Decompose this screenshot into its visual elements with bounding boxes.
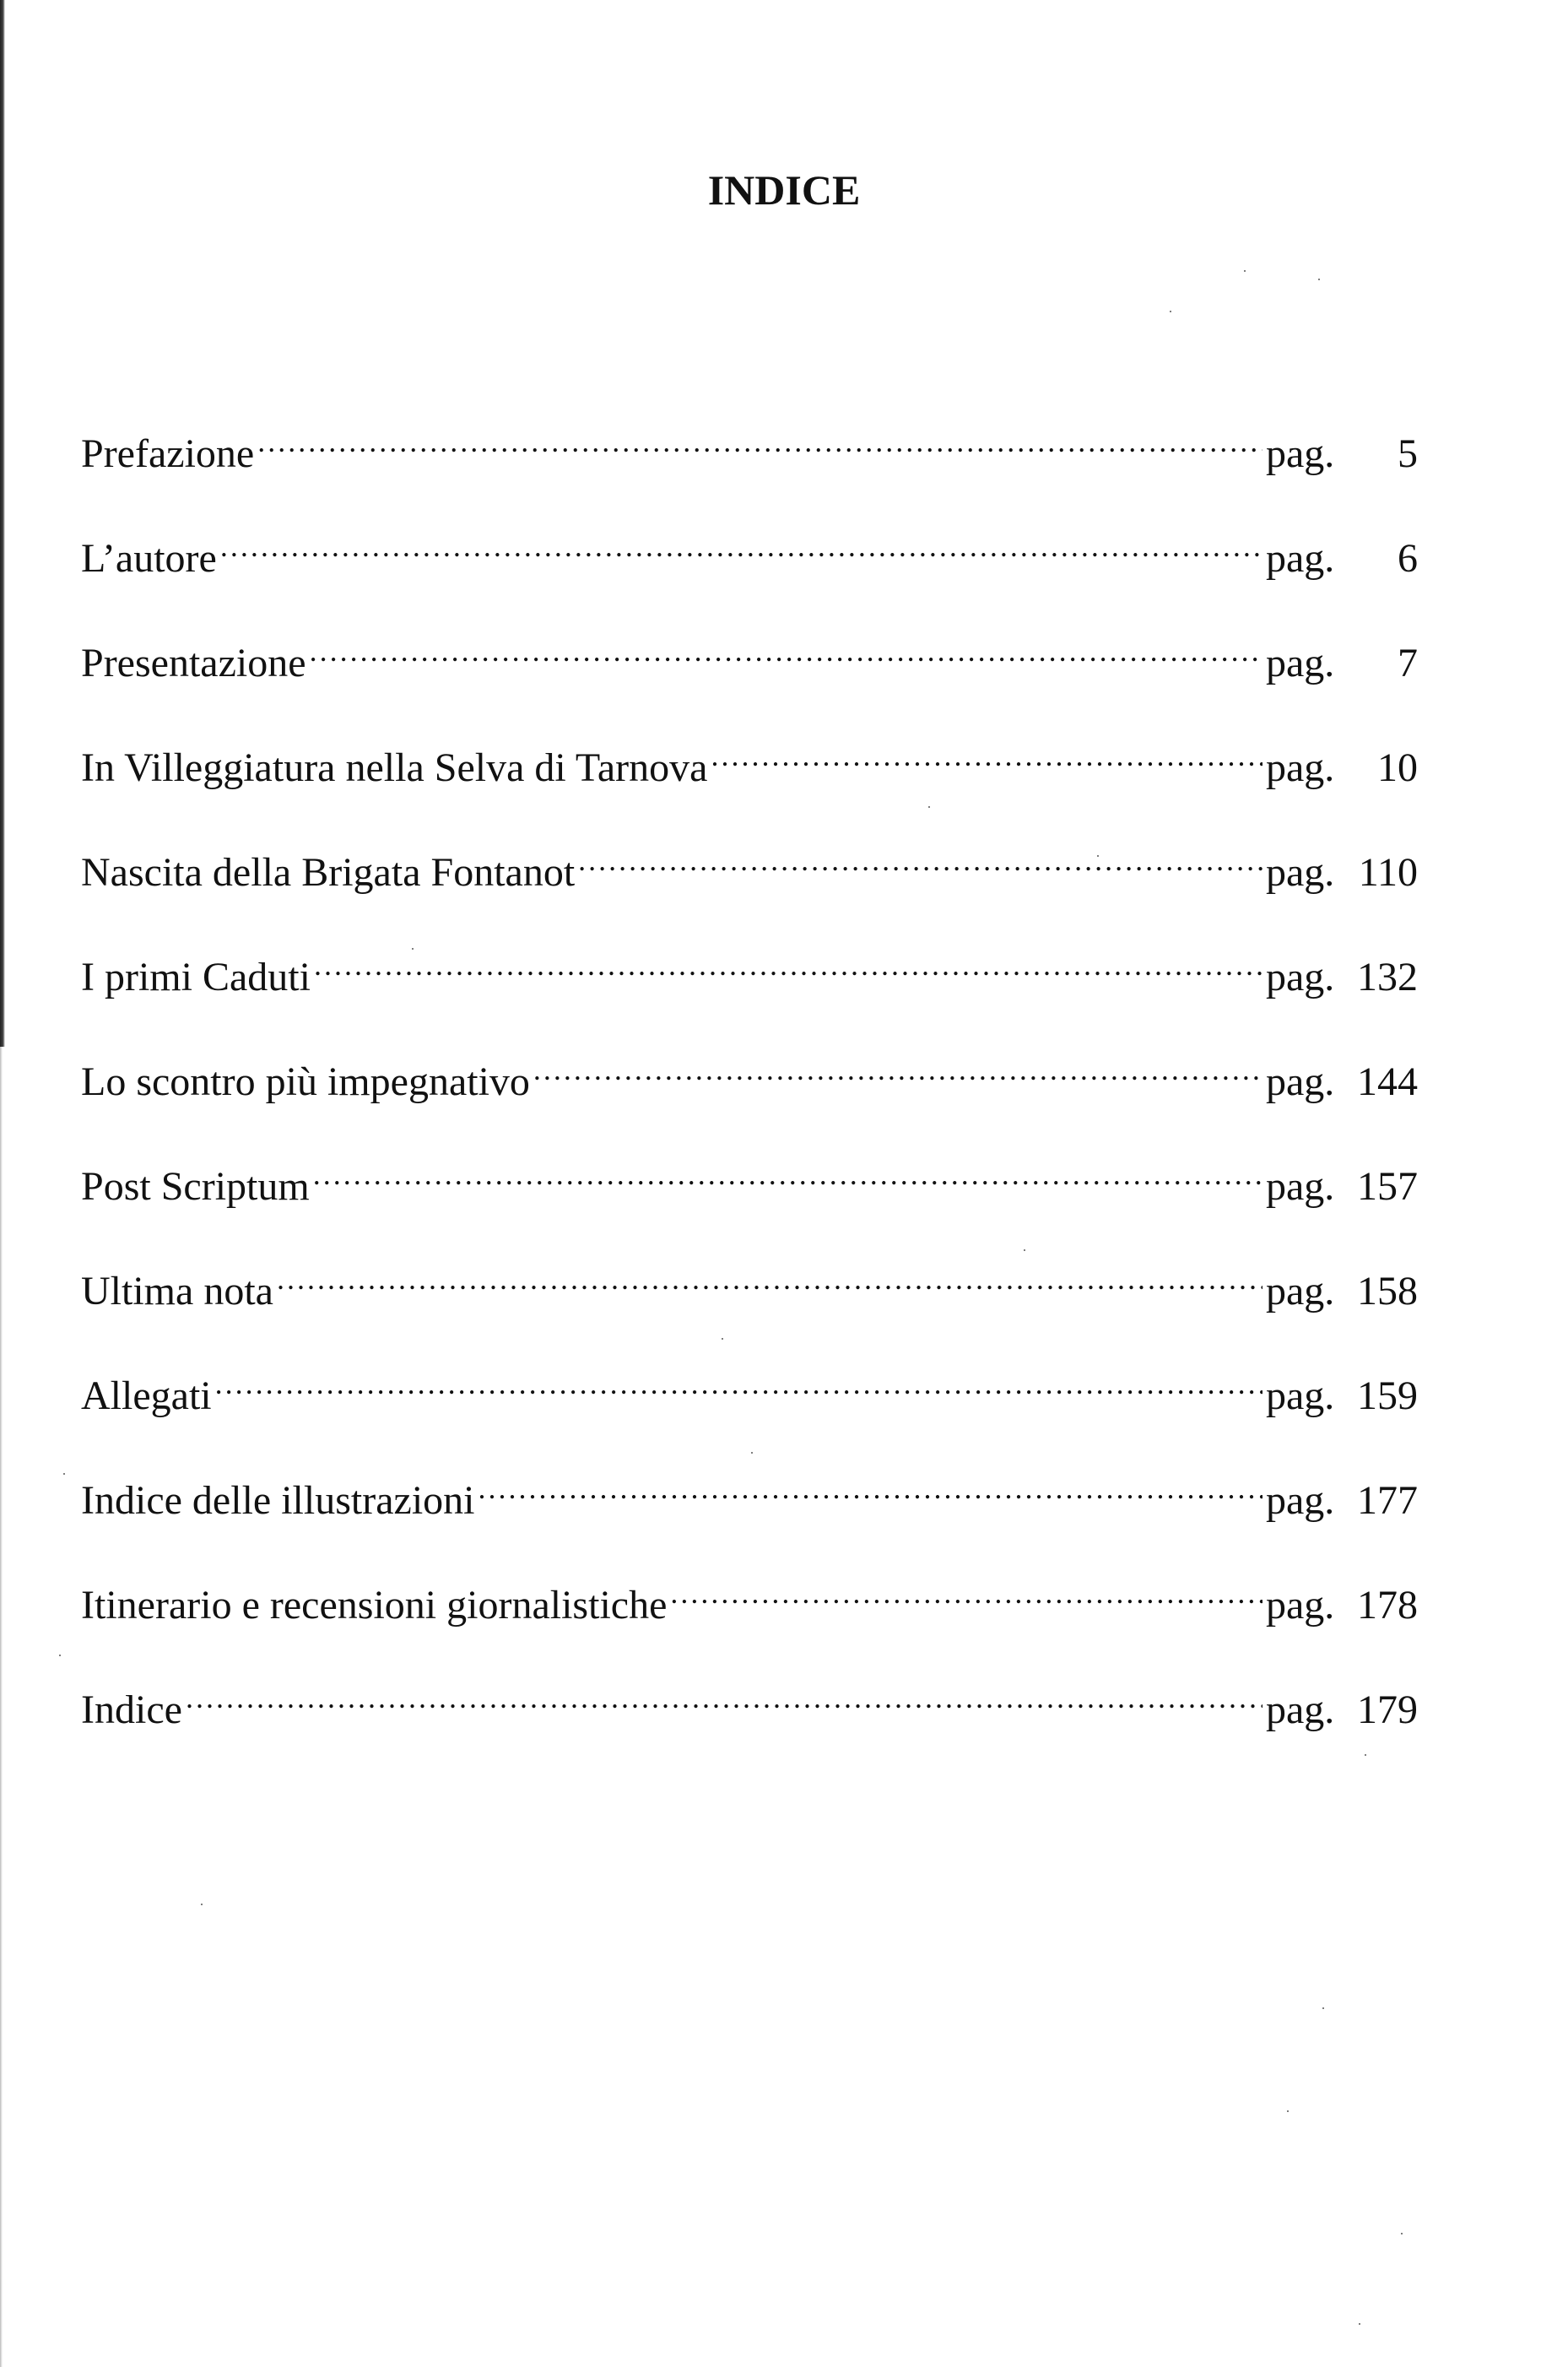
toc-entry [81, 738, 1418, 842]
toc-entry [81, 1261, 1418, 1366]
dot-leader [314, 950, 1263, 990]
dot-leader [479, 1473, 1263, 1514]
toc-entry-label: Presentazione [81, 641, 306, 685]
toc-entry-pag: pag. [1266, 850, 1335, 895]
toc-entry-page-number: 5 [1398, 431, 1418, 476]
toc-entry [81, 528, 1418, 633]
toc-entry-pag: pag. [1266, 745, 1335, 790]
toc-entry [81, 1366, 1418, 1471]
scan-speck [928, 806, 930, 808]
scan-speck [1365, 1754, 1366, 1756]
toc-entry-page-number: 144 [1357, 1059, 1418, 1104]
toc-entry-page-number: 10 [1377, 745, 1418, 790]
scan-speck [1097, 855, 1099, 857]
toc-entry-label: L’autore [81, 536, 217, 581]
toc-entry-label: Lo scontro più impegnativo [81, 1059, 530, 1104]
dot-leader [313, 1159, 1263, 1200]
toc-entry-pag: pag. [1266, 1164, 1335, 1209]
toc-entry-pag: pag. [1266, 1059, 1335, 1104]
toc-entry-label: Itinerario e recensioni giornalistiche [81, 1583, 668, 1628]
toc-entry [81, 1156, 1418, 1261]
binding-shadow-lower [0, 1047, 3, 2367]
binding-shadow [0, 0, 5, 1047]
toc-entry-label: In Villeggiatura nella Selva di Tarnova [81, 745, 708, 790]
scan-speck [1359, 2323, 1360, 2325]
toc-entry-pag: pag. [1266, 1687, 1335, 1732]
dot-leader [186, 1682, 1263, 1723]
toc-entry-page-number: 179 [1357, 1687, 1418, 1732]
toc-entry [81, 1471, 1418, 1575]
scan-speck [1024, 1249, 1025, 1251]
dot-leader [257, 426, 1263, 467]
dot-leader [711, 740, 1263, 781]
page-title: INDICE [707, 166, 861, 214]
scan-speck [1318, 279, 1320, 280]
toc-entry [81, 424, 1418, 528]
scan-speck [201, 1904, 203, 1905]
dot-leader [670, 1578, 1263, 1618]
toc-entry-page-number: 157 [1357, 1164, 1418, 1209]
toc-entry-pag: pag. [1266, 431, 1335, 476]
scan-speck [1401, 2233, 1403, 2234]
toc-entry [81, 633, 1418, 738]
dot-leader [578, 845, 1263, 886]
scan-speck [63, 1473, 65, 1475]
scan-speck [412, 948, 414, 950]
scan-speck [59, 1655, 61, 1656]
toc-entry-pag: pag. [1266, 1583, 1335, 1628]
scan-speck [1170, 311, 1171, 312]
dot-leader [310, 636, 1263, 676]
toc-entry-pag: pag. [1266, 1478, 1335, 1523]
toc-entry-page-number: 7 [1398, 641, 1418, 685]
toc-entry-pag: pag. [1266, 536, 1335, 581]
toc-entry-page-number: 6 [1398, 536, 1418, 581]
dot-leader [533, 1054, 1263, 1095]
toc-entry-label: Indice [81, 1687, 182, 1732]
dot-leader [220, 531, 1263, 571]
toc-entry-label: I primi Caduti [81, 955, 311, 999]
toc-entry-label: Ultima nota [81, 1269, 273, 1313]
toc-entry-page-number: 132 [1357, 955, 1418, 999]
toc-entry-page-number: 178 [1357, 1583, 1418, 1628]
toc-entry [81, 947, 1418, 1052]
toc-entry-label: Indice delle illustrazioni [81, 1478, 475, 1523]
toc-entry [81, 1575, 1418, 1680]
dot-leader [277, 1264, 1263, 1304]
toc-entry-page-number: 110 [1358, 850, 1418, 895]
table-of-contents [81, 424, 1418, 1785]
scan-speck [1287, 2110, 1289, 2112]
toc-entry-label: Allegati [81, 1373, 212, 1418]
scan-speck [722, 1338, 723, 1340]
toc-entry [81, 842, 1418, 947]
toc-entry [81, 1680, 1418, 1785]
toc-entry-pag: pag. [1266, 641, 1335, 685]
scan-speck [1322, 2007, 1324, 2009]
toc-entry-pag: pag. [1266, 1269, 1335, 1313]
dot-leader [215, 1368, 1263, 1409]
scan-speck [1244, 270, 1246, 272]
toc-entry-label: Nascita della Brigata Fontanot [81, 850, 576, 895]
toc-entry-page-number: 177 [1357, 1478, 1418, 1523]
scan-speck [751, 1452, 753, 1454]
toc-entry-page-number: 158 [1357, 1269, 1418, 1313]
toc-entry-pag: pag. [1266, 1373, 1335, 1418]
toc-entry-pag: pag. [1266, 955, 1335, 999]
toc-entry [81, 1052, 1418, 1156]
toc-entry-label: Post Scriptum [81, 1164, 310, 1209]
toc-entry-page-number: 159 [1357, 1373, 1418, 1418]
toc-entry-label: Prefazione [81, 431, 255, 476]
